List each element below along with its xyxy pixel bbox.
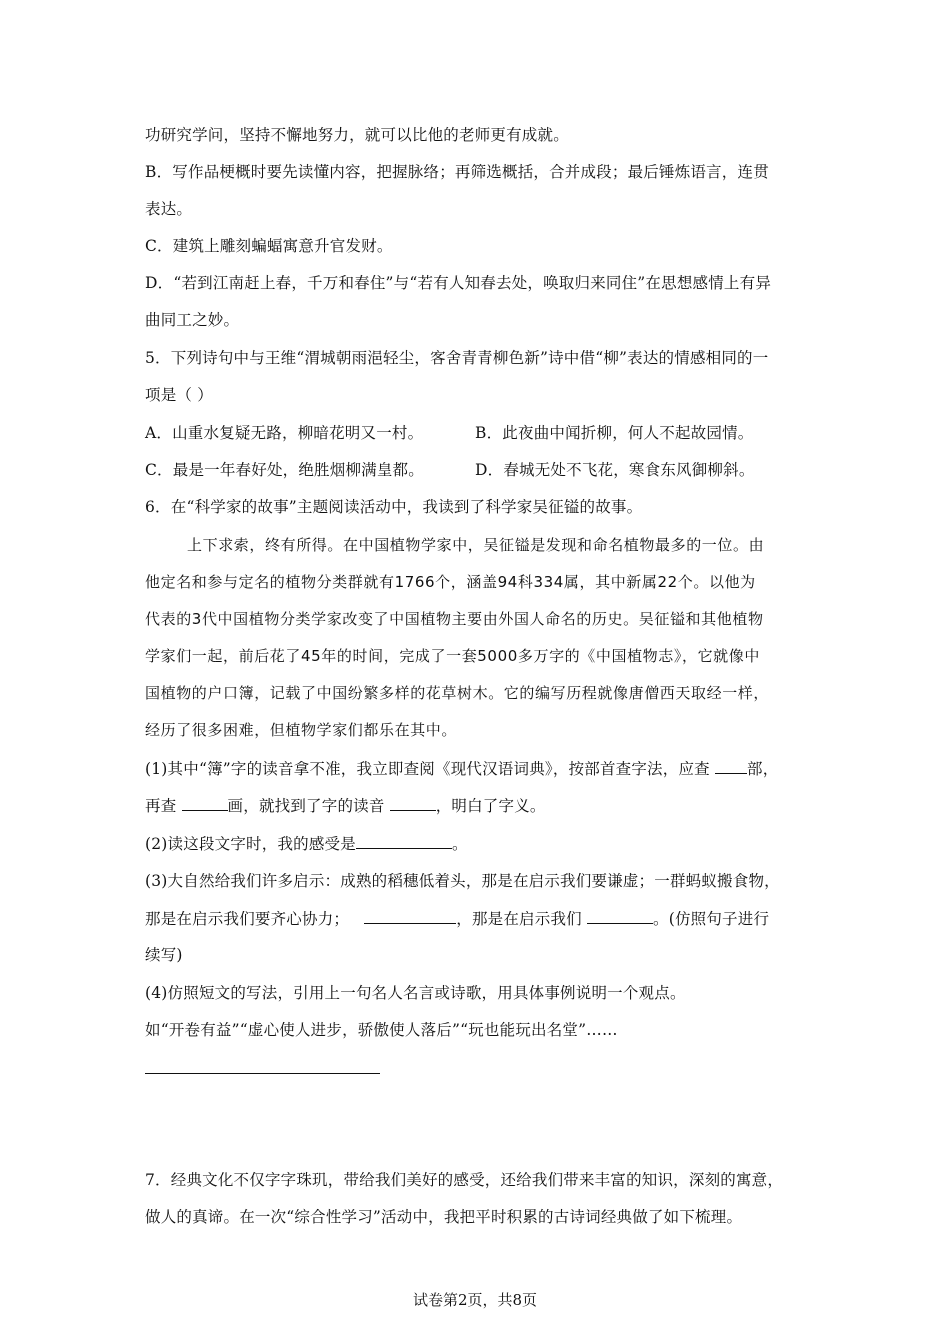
text-fragment: 画，就找到了字的读音 xyxy=(227,797,385,815)
q5-option-d: D．春城无处不飞花，寒食东风御柳斜。 xyxy=(475,461,755,479)
answer-blank-strokes[interactable] xyxy=(182,795,228,811)
text-fragment: 。 xyxy=(451,835,468,853)
text-line: 曲同工之妙。 xyxy=(145,311,240,329)
question-5-options-row-2 xyxy=(145,460,825,480)
question-5-stem: 5．下列诗句中与王维“渭城朝雨浥轻尘，客舍青青柳色新”诗中借“柳”表达的情感相同的一 xyxy=(145,349,769,367)
answer-blank-pronunciation[interactable] xyxy=(390,795,436,811)
passage-line: 代表的3代中国植物分类学家改变了中国植物主要由外国人命名的历史。吴征镒和其他植物 xyxy=(145,610,764,628)
question-7-stem-cont: 做人的真谛。在一次“综合性学习”活动中，我把平时积累的古诗词经典做了如下梳理。 xyxy=(145,1208,743,1226)
question-7-stem: 7．经典文化不仅字字珠玑，带给我们美好的感受，还给我们带来丰富的知识，深刻的寓意， xyxy=(145,1171,784,1189)
sub-question-3: (3)大自然给我们许多启示：成熟的稻穗低着头，那是在启示我们要谦虚；一群蚂蚁搬食物， xyxy=(145,872,780,890)
sub-question-3-cont xyxy=(145,908,825,929)
text-fragment: ，明白了字义。 xyxy=(435,797,546,815)
option-c-text: C．建筑上雕刻蝙蝠寓意升官发财。 xyxy=(145,237,393,255)
answer-blank-feeling[interactable] xyxy=(356,833,452,849)
question-6-stem: 6．在“科学家的故事”主题阅读活动中，我读到了科学家吴征镒的故事。 xyxy=(145,498,643,516)
sub-question-4-examples: 如“开卷有益”“虚心使人进步，骄傲使人落后”“玩也能玩出名堂”…… xyxy=(145,1021,618,1039)
answer-blank-radical[interactable] xyxy=(715,758,747,774)
option-d-text: D．“若到江南赶上春，千万和春住”与“若有人知春去处，唤取归来同住”在思想感情上有异 xyxy=(145,274,772,292)
answer-blank-imitation-1[interactable] xyxy=(364,908,456,924)
passage-line: 他定名和参与定名的植物分类群就有1766个，涵盖94科334属，其中新属22个。以他为 xyxy=(145,573,756,591)
text-fragment: 。(仿照句子进行 xyxy=(653,910,770,928)
text-line: 表达。 xyxy=(145,200,193,218)
text-fragment: 再查 xyxy=(145,797,177,815)
answer-blank-imitation-2[interactable] xyxy=(587,908,653,924)
sub-question-4: (4)仿照短文的写法，引用上一句名人名言或诗歌，用具体事例说明一个观点。 xyxy=(145,984,686,1002)
option-b-text: B．写作品梗概时要先读懂内容，把握脉络；再筛选概括，合并成段；最后锤炼语言，连贯 xyxy=(145,163,769,181)
text-line: 续写) xyxy=(145,946,183,964)
sub-question-1-cont xyxy=(145,795,825,816)
passage-line: 上下求索，终有所得。在中国植物学家中，吴征镒是发现和命名植物最多的一位。由 xyxy=(187,536,765,554)
q5-option-a: A．山重水复疑无路，柳暗花明又一村。 xyxy=(145,424,424,442)
q5-option-c: C．最是一年春好处，绝胜烟柳满皇都。 xyxy=(145,461,424,479)
text-fragment: ，那是在启示我们 xyxy=(456,910,582,928)
passage-line: 经历了很多困难，但植物学家们都乐在其中。 xyxy=(145,721,458,739)
answer-line[interactable] xyxy=(145,1073,380,1074)
text-fragment: 那是在启示我们要齐心协力； xyxy=(145,910,350,928)
question-5-stem-cont: 项是（ ） xyxy=(145,386,213,404)
sub-question-1-text-end: 部， xyxy=(747,760,779,778)
q5-option-b: B．此夜曲中闻折柳，何人不起故园情。 xyxy=(475,424,754,442)
sub-question-2-text: (2)读这段文字时，我的感受是 xyxy=(145,835,356,853)
passage-line: 学家们一起，前后花了45年的时间，完成了一套5000多万字的《中国植物志》，它就像中 xyxy=(145,647,760,665)
sub-question-1 xyxy=(145,758,825,779)
sub-question-1-text: (1)其中“簿”字的读音拿不准，我立即查阅《现代汉语词典》，按部首查字法，应查 xyxy=(145,760,710,778)
page-footer: 试卷第2页，共8页 xyxy=(412,1291,538,1309)
question-5-options-row-1 xyxy=(145,423,825,443)
text-line: 功研究学问，坚持不懈地努力，就可以比他的老师更有成就。 xyxy=(145,126,569,144)
sub-question-2 xyxy=(145,833,825,854)
passage-line: 国植物的户口簿，记载了中国纷繁多样的花草树木。它的编写历程就像唐僧西天取经一样， xyxy=(145,684,770,702)
